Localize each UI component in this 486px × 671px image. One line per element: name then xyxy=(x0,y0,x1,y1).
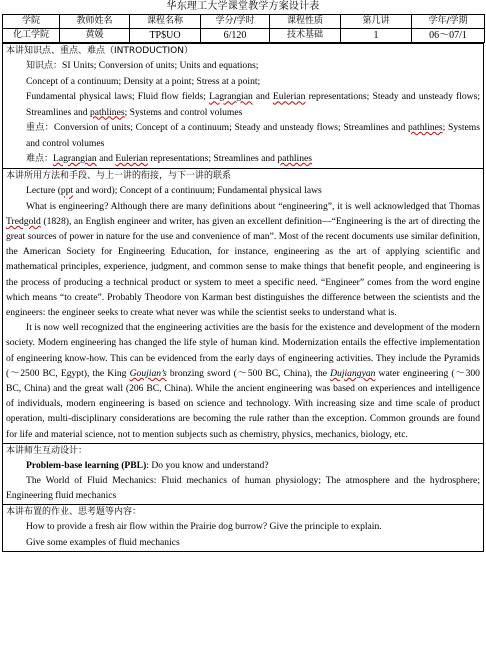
section-homework xyxy=(3,504,483,550)
key-points-line xyxy=(6,120,480,151)
knowledge-points-line xyxy=(6,58,480,74)
document-page xyxy=(2,0,484,552)
knowledge-text: SI Units; Conversion of units; Units and equations; xyxy=(62,60,259,71)
text-run: and word); Concept of a continuum; Fundamental physical laws xyxy=(73,185,322,197)
header-teacher: 教师姓名 xyxy=(60,15,130,29)
header-course: 课程名称 xyxy=(130,15,201,29)
text-run: bronzing sword (～500 BC, China), the xyxy=(166,367,331,379)
section-heading: 本讲布置的作业、思考题等内容： xyxy=(6,507,142,518)
text-run: ; Systems and control volumes xyxy=(26,121,480,150)
value-teacher: 黄媛 xyxy=(60,29,130,43)
term-pathlines: pathlines xyxy=(407,121,443,133)
text-run: water engineering (～300 BC, China) and the great wall (206 BC, China). While the ancient engineering was based on experiences and intelligence of individuals, modern engineering is based on science and technology. With increasing size and time scale of product operation, multi-disciplinary considerations are becoming the rule rather than the exception. Common grounds are found for life and material science, not to mention subjects such as chemistry, physics, mechanics, biology, etc. xyxy=(6,367,480,440)
homework-question-1: How to provide a fresh air flow within the Prairie dog burrow? Give the principle to explain. xyxy=(26,521,382,533)
value-credits: 6/120 xyxy=(201,29,270,43)
term-lagrangian: Lagrangian xyxy=(209,91,253,103)
text-run: representations; Steady and unsteady flows; Streamlines and xyxy=(26,91,481,118)
knowledge-label: 知识点： xyxy=(26,61,63,71)
document-title: 华东理工大学课堂教学方案设计表 xyxy=(166,1,320,12)
header-nature: 课程性质 xyxy=(270,15,341,29)
value-term: 06～07/1 xyxy=(412,29,485,43)
header-credits: 学分/学时 xyxy=(201,15,270,29)
term-tredgold: Tredgold xyxy=(6,215,41,227)
term-pathlines: pathlines xyxy=(277,153,312,165)
course-info-header-row xyxy=(3,15,485,29)
key-label: 重点： xyxy=(26,122,54,133)
text-run: : Do you know and understand? xyxy=(146,459,269,471)
section-heading: 本讲师生互动设计： xyxy=(6,445,88,456)
term-pathlines: pathlines xyxy=(89,106,125,118)
section-methods xyxy=(3,168,483,442)
knowledge-line-2: Concept of a continuum; Density at a point; Stress at a point; xyxy=(26,76,261,88)
text-run: Fundamental physical laws; Fluid flow fields; xyxy=(26,91,210,103)
value-lecture-no: 1 xyxy=(341,29,412,43)
course-info-table xyxy=(2,14,485,43)
lesson-plan-body xyxy=(2,43,484,552)
pbl-label: Problem-base learning (PBL) xyxy=(26,459,147,471)
section-heading: 本讲所用方法和手段、与上一讲的衔接，与下一讲的联系 xyxy=(6,171,232,182)
text-run: Lecture ( xyxy=(26,185,61,197)
difficult-label: 难点： xyxy=(26,154,54,165)
difficult-points-line xyxy=(6,151,480,167)
paragraph-engineering-definition xyxy=(6,199,480,321)
section-knowledge-points xyxy=(3,43,483,168)
world-of-fluid-mechanics: The World of Fluid Mechanics: Fluid mechanics of human physiology; The atmosphere and the hydrosphere; Engineering fluid mechanics xyxy=(6,475,480,502)
text-run: ; Systems and control volumes xyxy=(124,106,243,118)
text-run: representations; Streamlines and xyxy=(147,153,278,165)
text-run: What is engineering? Although there are many definitions about “engineering”, it is well acknowledged that Thomas xyxy=(26,200,480,212)
text-run: (1828), an English engineer and writer, has given an excellent definition—“Engineering is the art of directing the great sources of power in nature for the use and convenience of man”. Most of the recent documents use similar definition, the American Society for Engineering Education, for instance, engineering as the art of applying scientific and mathematical principles, experience, judgment, and common sense to make things that benefit people, and engineering is the process of producing a technical product or system to meet a specific need. “Engineer” comes from the word engine which means “to create”. Probably Theodore von Karman best distinguishes the difference between the scientists and the engineers: the engineer seeks to create what never was while the scientist seeks to understand what is. xyxy=(6,215,480,319)
text-run: It is now well recognized that the engineering activities are the basis for the existence and development of the modern society. Modern engineering has changed the life style of human kind. Modernization entails the effective implementation of engineering know-how. This can be evidenced from the early days of engineering activities. They include the Pyramids (～2500 BC, Egypt), the King xyxy=(6,322,480,379)
term-eulerian: Eulerian xyxy=(115,153,148,165)
value-nature: 技术基础 xyxy=(270,29,341,43)
term-ppt: ppt xyxy=(60,185,74,197)
term-dujiangyan: Dujiangyan xyxy=(330,367,376,379)
text-run: and xyxy=(96,153,116,165)
section-heading: 本讲知识点、重点、难点（INTRODUCTION） xyxy=(6,46,193,56)
knowledge-line-3 xyxy=(6,89,480,119)
value-course: TP$UO xyxy=(130,29,201,43)
header-lecture-no: 第几讲 xyxy=(341,15,412,29)
value-college: 化工学院 xyxy=(3,29,60,43)
course-info-value-row xyxy=(3,29,485,43)
paragraph-engineering-history xyxy=(6,320,480,442)
term-eulerian: Eulerian xyxy=(272,91,306,103)
header-college: 学院 xyxy=(3,15,60,29)
homework-question-2: Give some examples of fluid mechanics xyxy=(26,536,180,548)
text-run: Conversion of units; Concept of a continuum; Steady and unsteady flows; Streamlines and xyxy=(53,121,408,133)
header-term: 学年/学期 xyxy=(412,15,485,29)
term-lagrangian: Lagrangian xyxy=(53,153,97,165)
section-interaction xyxy=(3,443,483,505)
term-goujian: Goujian’s xyxy=(129,367,167,379)
text-run: and xyxy=(252,91,273,103)
pbl-line xyxy=(6,458,480,473)
methods-line xyxy=(6,183,480,198)
